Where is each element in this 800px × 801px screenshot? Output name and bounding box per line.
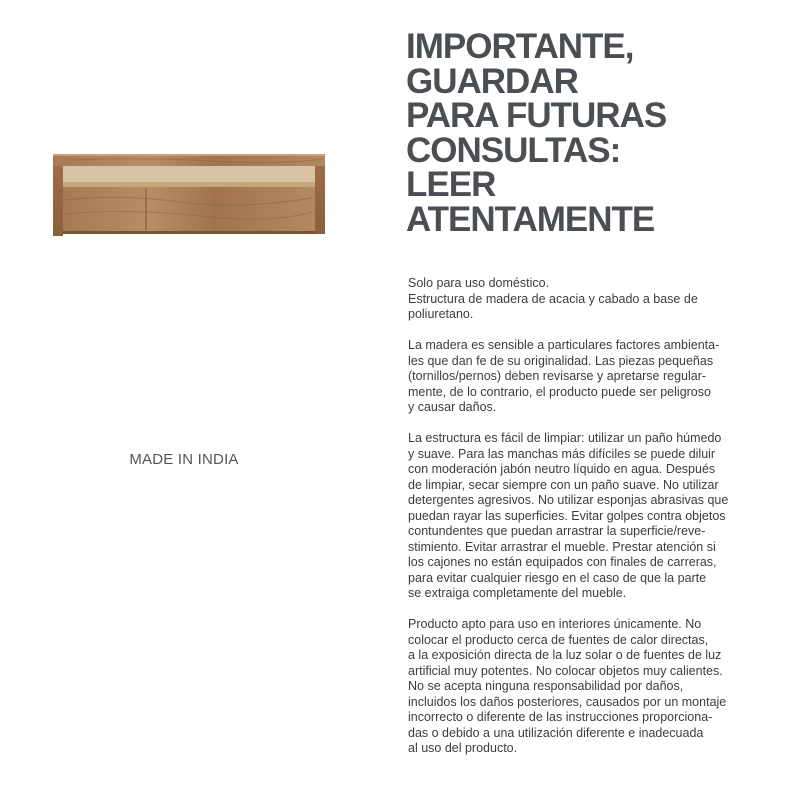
text-line: das o debido a una utilización diferente e inadecuada	[408, 725, 704, 740]
text-line: y causar daños.	[408, 400, 497, 414]
text-line: incorrecto o diferente de las instrucciones proporciona-	[408, 710, 713, 724]
text-line: Producto apto para uso en interiores únicamente. No	[408, 617, 702, 631]
text-line: les que dan fe de su originalidad. Las piezas pequeñas	[408, 353, 714, 368]
text-line: La madera es sensible a particulares factores ambienta-	[408, 338, 720, 352]
paragraph-usage	[408, 276, 753, 323]
text-line: con moderación jabón neutro líquido en agua. Después	[408, 462, 716, 476]
text-line: Solo para uso doméstico.	[408, 276, 550, 290]
text-line: para evitar cualquier riesgo en el caso de que la parte	[408, 570, 707, 585]
title-line: ATENTAMENTE	[406, 199, 655, 239]
paragraph-cleaning	[408, 431, 753, 602]
text-line: contundentes que puedan arrastrar la superficie/reve-	[408, 524, 706, 538]
text-line: La estructura es fácil de limpiar: utilizar un paño húmedo	[408, 431, 722, 445]
title-line: PARA FUTURAS	[406, 96, 667, 135]
text-line: (tornillos/pernos) deben revisarse y apretarse regular-	[408, 369, 707, 383]
text-line: colocar el producto cerca de fuentes de calor directas,	[408, 632, 709, 647]
title-line: GUARDAR	[406, 61, 578, 101]
text-line: detergentes agresivos. No utilizar esponjas abrasivas que	[408, 493, 729, 507]
origin-label: MADE IN INDIA	[129, 451, 239, 468]
text-line: al uso del producto.	[408, 741, 518, 755]
paragraph-safety	[408, 617, 753, 757]
text-line: de limpiar, secar siempre con un paño suave. No utilizar	[408, 477, 719, 492]
title-line: IMPORTANTE,	[406, 27, 634, 66]
instructions-text	[408, 276, 753, 772]
wooden-tv-stand-icon	[50, 150, 330, 242]
text-line: a la exposición directa de la luz solar o de fuentes de luz	[408, 648, 722, 662]
text-line: se extraiga completamente del mueble.	[408, 586, 627, 600]
title-line: CONSULTAS:	[406, 130, 621, 170]
text-line: poliuretano.	[408, 307, 474, 321]
text-line: stimiento. Evitar arrastrar el mueble. Prestar atención si	[408, 539, 716, 554]
text-line: incluidos los daños posteriores, causados por un montaje	[408, 694, 727, 709]
text-line: Estructura de madera de acacia y cabado a base de	[408, 291, 698, 306]
text-line: No se acepta ninguna responsabilidad por daños,	[408, 679, 684, 693]
text-line: artificial muy potentes. No colocar objetos muy calientes.	[408, 663, 723, 678]
tv-stand-image	[50, 150, 330, 242]
paragraph-wood-care	[408, 338, 753, 416]
page-title	[406, 27, 786, 239]
text-line: los cajones no están equipados con finales de carreras,	[408, 555, 717, 569]
title-line: LEER	[406, 165, 496, 204]
text-line: puedan rayar las superficies. Evitar golpes contra objetos	[408, 508, 726, 523]
text-line: y suave. Para las manchas más difíciles se puede diluir	[408, 446, 716, 461]
text-line: mente, de lo contrario, el producto puede ser peligroso	[408, 384, 711, 399]
